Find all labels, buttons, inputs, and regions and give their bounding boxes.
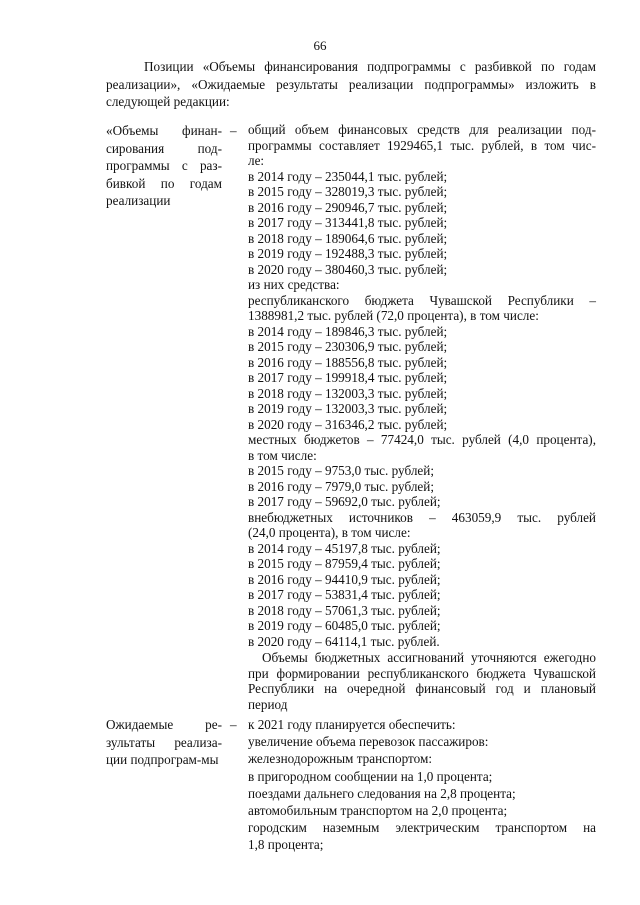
result-line: 1,8 процента; — [248, 837, 324, 853]
extrabudget-year-line: в 2017 году – 53831,4 тыс. рублей; — [248, 587, 441, 602]
republic-line: республиканского бюджета Чувашской Республики – — [248, 292, 596, 308]
result-line: увеличение объема перевозок пассажиров: — [248, 734, 489, 750]
of-which-line: из них средства: — [248, 277, 340, 292]
republic-year-line: в 2019 году – 132003,3 тыс. рублей; — [248, 401, 448, 416]
result-line: городским наземным электрическим транспортом на — [248, 820, 596, 836]
total-year-line: в 2014 году – 235044,1 тыс. рублей; — [248, 168, 448, 184]
funding-content — [248, 122, 596, 712]
total-line: программы составляет 1929465,1 тыс. рублей, в том чис- — [248, 137, 596, 153]
extrabudget-year-line: в 2020 году – 64114,1 тыс. рублей. — [248, 633, 440, 649]
local-line: местных бюджетов – 77424,0 тыс. рублей (4,0 процента), — [248, 432, 596, 447]
extrabudget-year-line: в 2015 году – 87959,4 тыс. рублей; — [248, 556, 441, 571]
result-line: поездами дальнего следования на 2,8 процента; — [248, 785, 516, 801]
local-year-line: в 2015 году – 9753,0 тыс. рублей; — [248, 463, 434, 478]
page-number: 66 — [313, 38, 327, 53]
republic-year-line: в 2020 году – 316346,2 тыс. рублей; — [248, 416, 448, 432]
extrabudget-year-line: в 2018 году – 57061,3 тыс. рублей; — [248, 602, 441, 618]
local-year-line: в 2016 году – 7979,0 тыс. рублей; — [248, 478, 434, 494]
local-year-line: в 2017 году – 59692,0 тыс. рублей; — [248, 494, 441, 509]
extrabudget-line: внебюджетных источников – 463059,9 тыс. рублей — [248, 509, 596, 525]
funding-note — [248, 650, 596, 712]
extrabudget-year-line: в 2019 году – 60485,0 тыс. рублей; — [248, 618, 441, 633]
result-line: железнодорожным транспортом: — [248, 751, 432, 767]
total-year-line: в 2018 году – 189064,6 тыс. рублей; — [248, 230, 448, 246]
total-year-line: в 2016 году – 290946,7 тыс. рублей; — [248, 199, 448, 215]
funding-label: «Объемы финан-сирования под-программы с раз-бивкой по годам реализации — [106, 123, 222, 208]
total-year-line: в 2017 году – 313441,8 тыс. рублей; — [248, 215, 448, 230]
result-line: автомобильным транспортом на 2,0 процента; — [248, 803, 508, 819]
republic-year-line: в 2014 году – 189846,3 тыс. рублей; — [248, 323, 448, 339]
extrabudget-year-line: в 2016 году – 94410,9 тыс. рублей; — [248, 571, 441, 587]
results-content — [248, 716, 596, 854]
total-year-line: в 2015 году – 328019,3 тыс. рублей; — [248, 184, 448, 199]
extrabudget-line: (24,0 процента), в том числе: — [248, 525, 411, 540]
republic-year-line: в 2018 году – 132003,3 тыс. рублей; — [248, 385, 448, 401]
local-line: в том числе: — [248, 447, 317, 463]
funding-note-text: Объемы бюджетных ассигнований уточняются ежегодно при формировании республиканского бюджета Чувашской Республики на очередной финансовый год и плановый период — [248, 650, 596, 712]
results-label: Ожидаемые ре-зультаты реализа-ции подпрограм-мы — [106, 717, 222, 767]
result-line: в пригородном сообщении на 1,0 процента; — [248, 768, 493, 784]
total-year-line: в 2020 году – 380460,3 тыс. рублей; — [248, 261, 448, 277]
result-line: к 2021 году планируется обеспечить: — [248, 717, 456, 732]
total-line: общий объем финансовых средств для реализации под- — [248, 122, 596, 137]
total-year-line: в 2019 году – 192488,3 тыс. рублей; — [248, 246, 448, 261]
funding-dash: – — [230, 123, 237, 138]
republic-year-line: в 2016 году – 188556,8 тыс. рублей; — [248, 354, 448, 370]
republic-line: 1388981,2 тыс. рублей (72,0 процента), в том числе: — [248, 308, 539, 323]
extrabudget-year-line: в 2014 году – 45197,8 тыс. рублей; — [248, 540, 441, 556]
results-dash: – — [230, 717, 237, 732]
intro-paragraph: Позиции «Объемы финансирования подпрограммы с разбивкой по годам реализации», «Ожидаемые результаты реализации подпрограммы» изложить в следующей редакции: — [106, 59, 596, 109]
republic-year-line: в 2017 году – 199918,4 тыс. рублей; — [248, 370, 448, 385]
republic-year-line: в 2015 году – 230306,9 тыс. рублей; — [248, 339, 448, 354]
total-line: ле: — [248, 153, 265, 168]
